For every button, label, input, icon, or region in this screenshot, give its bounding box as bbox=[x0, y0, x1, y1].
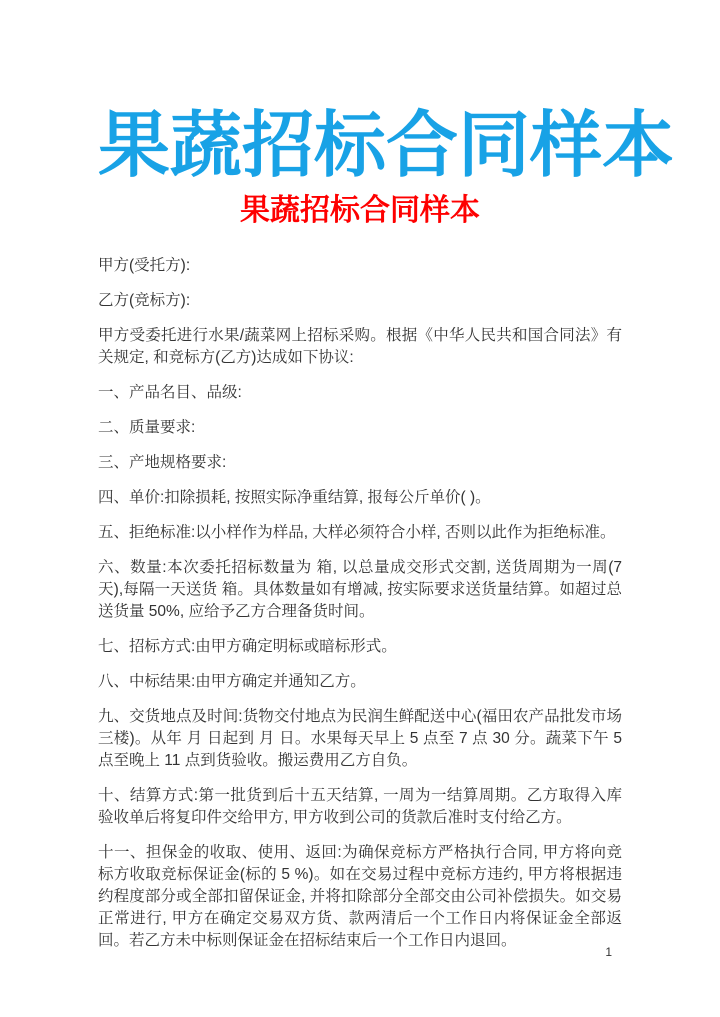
clause-4-unit-price: 四、单价:扣除损耗, 按照实际净重结算, 报每公斤单价( )。 bbox=[98, 489, 491, 506]
clause-9-delivery: 九、交货地点及时间:货物交付地点为民润生鲜配送中心(福田农产品批发市场三楼)。从年 月 日起到 月 日。水果每天早上 5 点至 7 点 30 分。蔬菜下午 5 点至晚上 11 点到货验收。搬运费用乙方自负。 bbox=[98, 708, 622, 769]
clause-2-quality: 二、质量要求: bbox=[98, 419, 196, 436]
page-number: 1 bbox=[605, 945, 612, 959]
paragraph-preamble: 甲方受委托进行水果/蔬菜网上招标采购。根据《中华人民共和国合同法》有关规定, 和竞标方(乙方)达成如下协议: bbox=[98, 327, 622, 366]
clause-10-settlement: 十、结算方式:第一批货到后十五天结算, 一周为一结算周期。乙方取得入库验收单后将复印件交给甲方, 甲方收到公司的货款后准时支付给乙方。 bbox=[98, 787, 622, 826]
paragraph-party-b: 乙方(竞标方): bbox=[98, 292, 191, 309]
clause-1-product-names: 一、产品名目、品级: bbox=[98, 384, 242, 401]
clause-7-bidding-method: 七、招标方式:由甲方确定明标或暗标形式。 bbox=[98, 638, 397, 655]
contract-body bbox=[98, 255, 622, 952]
clause-8-bid-result: 八、中标结果:由甲方确定并通知乙方。 bbox=[98, 673, 366, 690]
clause-6-quantity: 六、数量:本次委托招标数量为 箱, 以总量成交形式交割, 送货周期为一周(7天),每隔一天送货 箱。具体数量如有增减, 按实际要求送货量结算。如超过总送货量 50%, 应给予乙方合理备货时间。 bbox=[98, 559, 622, 620]
clause-3-origin-spec: 三、产地规格要求: bbox=[98, 454, 227, 471]
document-main-title: 果蔬招标合同样本 bbox=[98, 106, 675, 186]
document-subtitle: 果蔬招标合同样本 bbox=[240, 194, 480, 227]
clause-5-rejection: 五、拒绝标准:以小样作为样品, 大样必须符合小样, 否则以此作为拒绝标准。 bbox=[98, 524, 616, 541]
paragraph-party-a: 甲方(受托方): bbox=[98, 257, 191, 274]
clause-11-deposit: 十一、担保金的收取、使用、返回:为确保竞标方严格执行合同, 甲方将向竞标方收取竞标保证金(标的 5 %)。如在交易过程中竞标方违约, 甲方将根据违约程度部分或全部扣留保证金, 并将扣除部分全部交由公司补偿损失。如交易正常进行, 甲方在确定交易双方货、款两清后一个工作日内将保证金全部返回。若乙方未中标则保证金在招标结束后一个工作日内退回。 bbox=[98, 844, 622, 949]
